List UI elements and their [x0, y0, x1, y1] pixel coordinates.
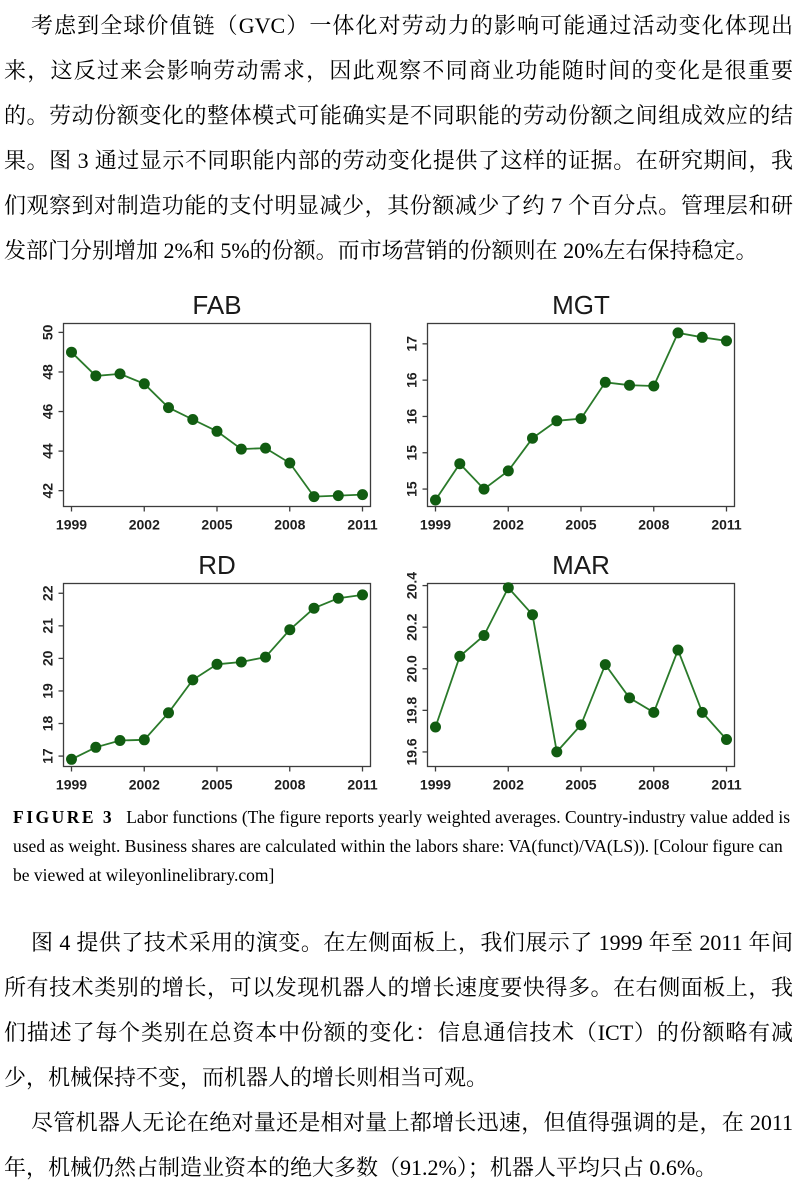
- data-point: [722, 336, 732, 346]
- y-tick-label: 19.8: [403, 696, 420, 725]
- x-tick-label: 2011: [711, 516, 742, 533]
- figure-3-panel-grid: [38, 291, 768, 801]
- y-tick-label: 46: [39, 403, 56, 420]
- y-tick-label: 20.0: [403, 655, 420, 683]
- data-point: [164, 708, 174, 718]
- data-point: [722, 735, 732, 745]
- x-tick-label: 1999: [419, 776, 452, 793]
- data-point: [528, 433, 538, 443]
- data-point: [697, 332, 707, 342]
- data-point: [333, 593, 343, 603]
- y-tick-label: 20.2: [403, 613, 420, 641]
- x-tick-label: 1999: [419, 516, 452, 533]
- figure-caption: [0, 803, 793, 890]
- data-point: [212, 426, 222, 436]
- plot-border: [64, 584, 371, 767]
- chart-title: MGT: [552, 291, 610, 320]
- x-tick-label: 2002: [492, 516, 524, 533]
- data-point: [600, 377, 610, 387]
- data-point: [649, 381, 659, 391]
- data-point: [285, 625, 295, 635]
- data-point: [139, 735, 149, 745]
- data-point: [236, 657, 246, 667]
- x-tick-label: 1999: [55, 516, 88, 533]
- x-tick-label: 2011: [347, 776, 378, 793]
- x-tick-label: 2002: [128, 776, 160, 793]
- figure-caption-label: FIGURE 3: [13, 807, 115, 827]
- y-tick-label: 50: [39, 324, 56, 341]
- data-point: [115, 736, 125, 746]
- x-tick-label: 2005: [565, 516, 597, 533]
- paragraph-gvc-labor: 考虑到全球价值链（GVC）一体化对劳动力的影响可能通过活动变化体现出来，这反过来会影响劳动需求，因此观察不同商业功能随时间的变化是很重要的。劳动份额变化的整体模式可能确实是不同职能的劳动份额之间组成效应的结果。图 3 通过显示不同职能内部的劳动变化提供了这样的证据。在研究期间，我们观察到对制造功能的支付明显减少，其份额减少了约 7 个百分点。管理层和研发部门分别增加 2%和 5%的份额。而市场营销的份额则在 20%左右保持稳定。: [4, 13, 793, 263]
- data-point: [503, 466, 513, 476]
- chart-title: RD: [198, 551, 236, 580]
- y-tick-label: 20.4: [403, 571, 420, 600]
- x-tick-label: 2005: [201, 516, 233, 533]
- x-tick-label: 2002: [492, 776, 524, 793]
- x-tick-label: 2005: [201, 776, 233, 793]
- data-point: [188, 415, 198, 425]
- data-point: [455, 459, 465, 469]
- x-tick-label: 2011: [711, 776, 742, 793]
- x-tick-label: 2008: [274, 776, 306, 793]
- data-point: [309, 492, 319, 502]
- chart-title: MAR: [552, 551, 610, 580]
- data-point: [261, 443, 271, 453]
- data-point: [697, 707, 707, 717]
- chart-title: FAB: [192, 291, 242, 320]
- chart-mgt: [402, 291, 765, 541]
- y-tick-label: 48: [39, 364, 56, 380]
- y-tick-label: 15: [403, 481, 420, 497]
- data-point: [649, 707, 659, 717]
- data-point: [139, 379, 149, 389]
- x-tick-label: 2005: [565, 776, 597, 793]
- data-point: [115, 369, 125, 379]
- x-tick-label: 1999: [55, 776, 88, 793]
- data-point: [431, 495, 441, 505]
- data-point: [358, 590, 368, 600]
- y-tick-label: 15: [403, 445, 420, 461]
- data-point: [309, 603, 319, 613]
- y-tick-label: 20: [39, 650, 56, 667]
- data-point: [333, 491, 343, 501]
- x-tick-label: 2008: [638, 516, 670, 533]
- y-tick-label: 44: [39, 443, 56, 459]
- data-point: [503, 583, 513, 593]
- data-point: [431, 722, 441, 732]
- chart-fab: [38, 291, 401, 541]
- data-point: [673, 645, 683, 655]
- data-point: [625, 380, 635, 390]
- data-point: [528, 610, 538, 620]
- data-point: [673, 328, 683, 338]
- y-tick-label: 17: [39, 748, 56, 764]
- line-chart-fab: [38, 291, 401, 541]
- data-point: [261, 652, 271, 662]
- y-tick-label: 16: [403, 372, 420, 388]
- line-chart-mar: [402, 551, 765, 801]
- y-tick-label: 22: [39, 585, 56, 602]
- data-point: [479, 631, 489, 641]
- figure-caption-text: Labor functions (The figure reports yearly weighted averages. Country-industry value added is used as weight. Business shares are calculated within the labors share: VA(funct)/VA(LS)). [Colour figure can be viewed at wileyonlinelibrary.com]: [13, 807, 790, 885]
- paragraph-figure4-technology: 图 4 提供了技术采用的演变。在左侧面板上，我们展示了 1999 年至 2011 年间所有技术类别的增长，可以发现机器人的增长速度要快得多。在右侧面板上，我们描述了每个类别在总资本中份额的变化：信息通信技术（ICT）的份额略有减少，机械保持不变，而机器人的增长则相当可观。: [4, 930, 793, 1090]
- chart-mar: [402, 551, 765, 801]
- data-point: [358, 490, 368, 500]
- data-point: [552, 747, 562, 757]
- data-point: [212, 659, 222, 669]
- data-point: [285, 458, 295, 468]
- paragraph-robots-share: 尽管机器人无论在绝对量还是相对量上都增长迅速，但值得强调的是，在 2011 年，机械仍然占制造业资本的绝大多数（91.2%）；机器人平均只占 0.6%。: [4, 1110, 793, 1180]
- data-point: [576, 720, 586, 730]
- y-tick-label: 19: [39, 683, 56, 699]
- data-point: [552, 416, 562, 426]
- plot-border: [64, 324, 371, 507]
- data-point: [188, 675, 198, 685]
- y-tick-label: 19.6: [403, 738, 420, 766]
- data-point: [600, 660, 610, 670]
- y-tick-label: 16: [403, 408, 420, 425]
- data-point: [91, 371, 101, 381]
- data-point: [455, 651, 465, 661]
- data-point: [91, 742, 101, 752]
- x-tick-label: 2002: [128, 516, 160, 533]
- data-point: [576, 414, 586, 424]
- line-chart-mgt: [402, 291, 765, 541]
- y-tick-label: 21: [39, 618, 56, 634]
- data-point: [67, 347, 77, 357]
- y-tick-label: 42: [39, 482, 56, 499]
- data-point: [625, 693, 635, 703]
- x-tick-label: 2011: [347, 516, 378, 533]
- chart-rd: [38, 551, 401, 801]
- series-line: [72, 595, 363, 759]
- data-point: [164, 403, 174, 413]
- y-tick-label: 18: [39, 715, 56, 732]
- data-point: [479, 484, 489, 494]
- y-tick-label: 17: [403, 336, 420, 352]
- data-point: [236, 444, 246, 454]
- line-chart-rd: [38, 551, 401, 801]
- data-point: [67, 754, 77, 764]
- x-tick-label: 2008: [274, 516, 306, 533]
- x-tick-label: 2008: [638, 776, 670, 793]
